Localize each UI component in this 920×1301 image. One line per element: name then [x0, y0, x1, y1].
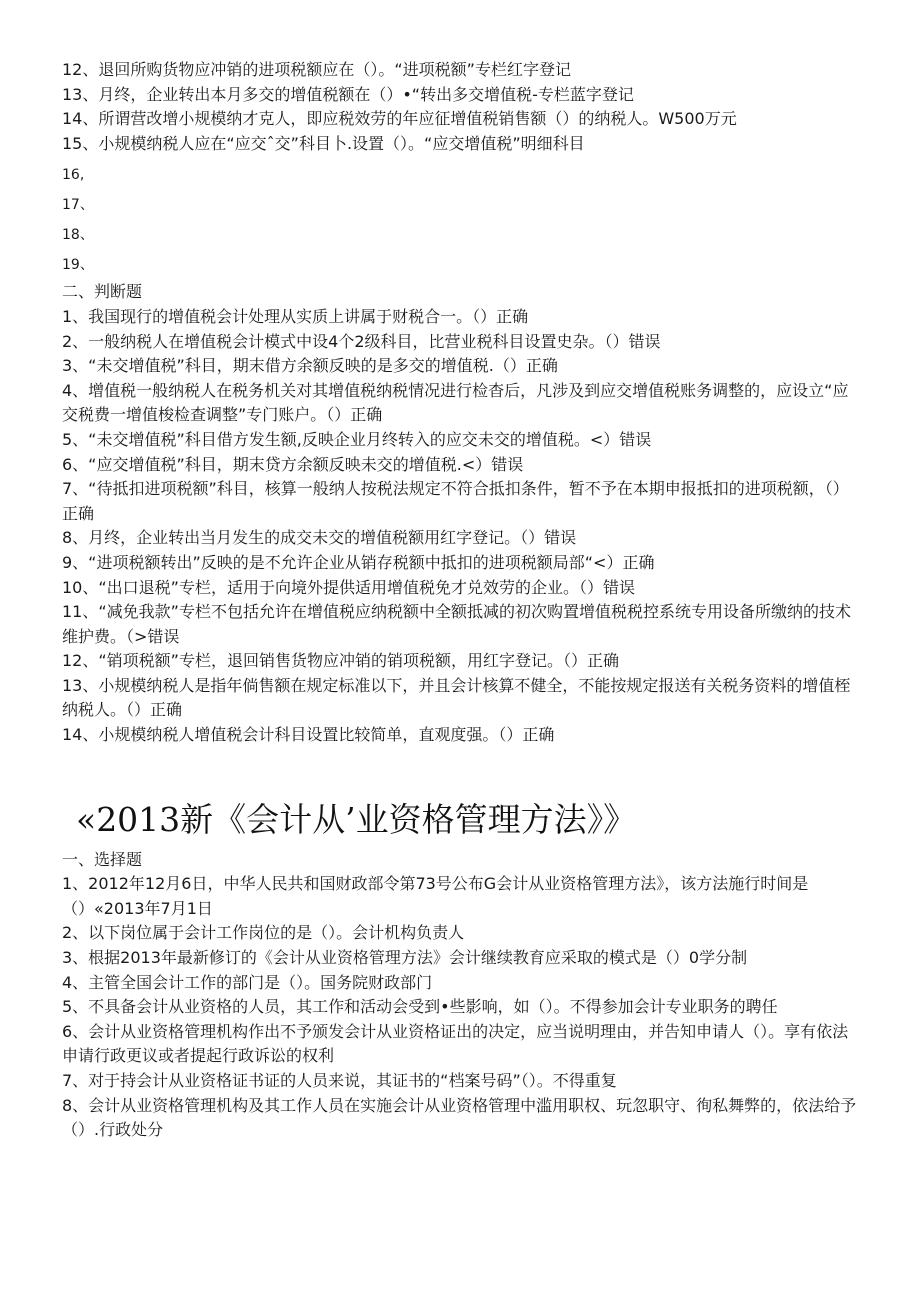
fill-item-13: 13、月终，企业转出本月多交的增值税额在（）•“转出多交增值税-专栏蓝字登记: [62, 84, 634, 104]
judgment-item: 3、“未交增值税”科目，期末借方余额反映的是多交的增值税.（）正确: [62, 356, 558, 376]
fill-in-section-continued: [62, 58, 862, 280]
choice-section: [62, 848, 862, 1143]
judgment-item: 6、“应交增值税”科目，期末贷方余额反映未交的增值税.<）错误: [62, 454, 524, 474]
judgment-item: 1、我国现行的增值税会计处理从实质上讲属于财税合一。（）正确: [62, 306, 529, 326]
choice-item: 8、会计从业资格管理机构及其工作人员在实施会计从业资格管理中滥用职权、玩忽职守、徇私舞弊的，依法给予（）.行政处分: [62, 1095, 857, 1140]
fill-item-19: 19、: [62, 257, 94, 274]
fill-item-16: 16,: [62, 167, 85, 184]
fill-item-18: 18、: [62, 227, 94, 244]
judgment-item: 13、小规模纳税人是指年倘售额在规定标准以下，并且会计核算不健全，不能按规定报送有关税务资料的增值桎纳税人。（）正确: [62, 675, 851, 720]
fill-item-12: 12、退回所购货物应冲销的进项税额应在（）。“进项税额”专栏红字登记: [62, 60, 571, 79]
choice-heading: 一、选择题: [62, 849, 143, 869]
choice-item: 1、2012年12月6日，中华人民共和国财政部令第73号公布G会计从业资格管理方法》，该方法施行时间是（）«2013年7月1日: [62, 874, 809, 918]
judgment-item: 11、“减免我款”专栏不包括允许在增值税应纳税额中全额抵减的初次购置增值税税控系统专用设备所缴纳的技术维护费。（>错误: [62, 602, 851, 646]
judgment-item: 14、小规模纳税人增值税会计科目设置比较简单，直观度强。（）正确: [62, 725, 555, 745]
fill-item-14: 14、所谓营改增小规模纳才克人，即应税效劳的年应征增值税销售额（）的纳税人。W500万元: [62, 109, 737, 129]
fill-item-17: 17、: [62, 197, 94, 214]
article-title: «2013新《会计从’业资格管理方法》》: [76, 799, 637, 839]
choice-item: 7、对于持会计从业资格证书证的人员来说，其证书的“档案号码”（）。不得重复: [62, 1071, 617, 1090]
judgment-item: 2、一般纳税人在增值税会计模式中设4个2级科目，比营业税科目设置史杂。（）错误: [62, 331, 661, 351]
judgment-item: 4、增值税一般纳税人在税务机关对其增值税纳税情况进行检杳后，凡涉及到应交增值税账务调整的，应设立“应交税费一增值梭检查调整”专门账户。（）正确: [62, 380, 849, 425]
judgment-item: 5、“未交增值税”科目借方发生额,反映企业月终转入的应交未交的增值税。<）错误: [62, 429, 652, 449]
judgment-item: 7、“待抵扣进项税额”科目，核算一般纳人按税法规定不符合抵扣条件，暂不予在本期申报抵扣的进项税额，（）正确: [62, 479, 849, 523]
judgment-item: 8、月终，企业转出当月发生的成交未交的增值税额用红字登记。（）错误: [62, 528, 577, 548]
choice-item: 6、会计从业资格管理机构作出不予颁发会计从业资格证出的决定，应当说明理由，并告知申请人（）。享有依法申请行政更议或者提起行政诉讼的权利: [62, 1021, 849, 1066]
document-page: [62, 58, 862, 1143]
judgment-item: 9、“进项税额转出”反映的是不允许企业从销存税额中抵扣的进项税额局部“<）正确: [62, 552, 655, 572]
judgment-heading: 二、判断题: [62, 282, 143, 302]
judgment-item: 10、“出口退税”专栏，适用于向境外提供适用增值税免才兑效劳的企业。（）错误: [62, 577, 635, 597]
choice-item: 5、不具备会计从业资格的人员，其工作和活动会受到•些影响，如（）。不得参加会计专业职务的聘任: [62, 997, 778, 1017]
judgment-section: [62, 280, 862, 747]
judgment-item: 12、“销项税额”专栏，退回销售货物应冲销的销项税额，用红字登记。（）正确: [62, 651, 619, 671]
choice-item: 4、主管全国会计工作的部门是（）。国务院财政部门: [62, 972, 433, 992]
choice-item: 3、根据2013年最新修订的《会计从业资格管理方法》会计继续教育应采取的模式是（）0学分制: [62, 948, 748, 968]
fill-item-15: 15、小规模纳税人应在“应交ˆ交”科目卜.设置（）。“应交增值税”明细科目: [62, 133, 585, 153]
choice-item: 2、以下岗位属于会计工作岗位的是（）。会计机构负责人: [62, 923, 465, 943]
